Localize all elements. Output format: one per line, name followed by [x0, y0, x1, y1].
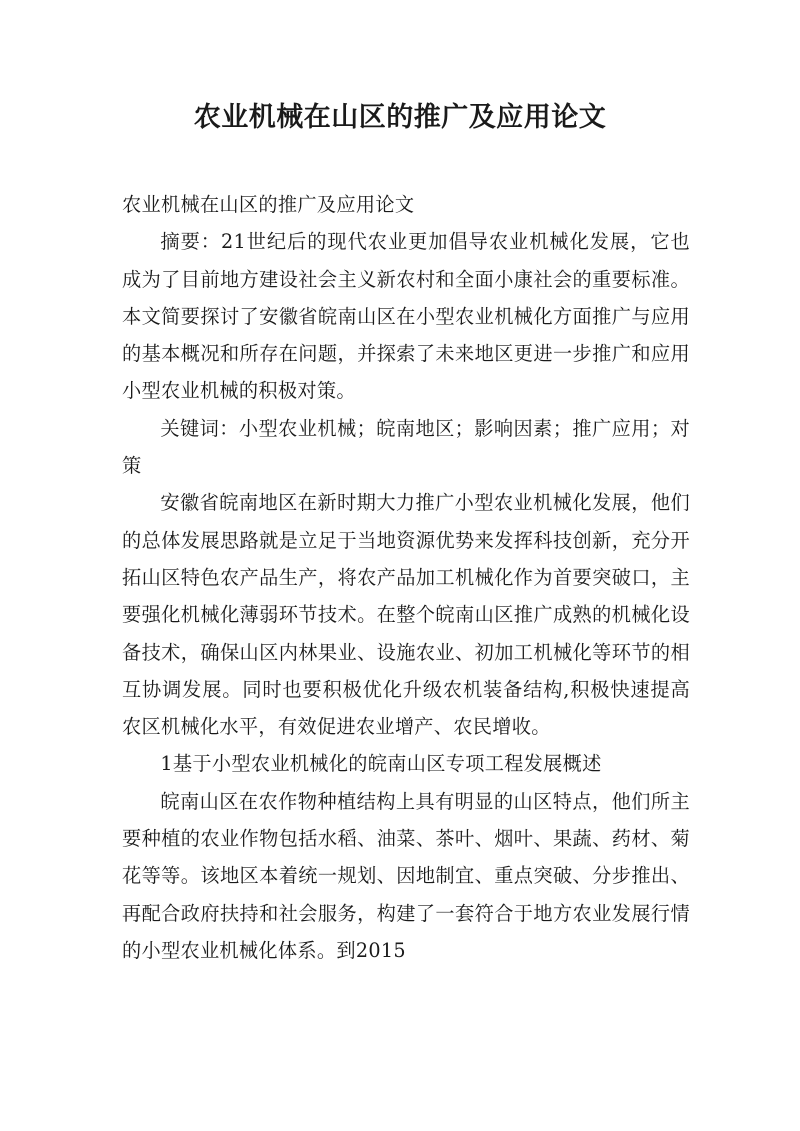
intro-paragraph: 安徽省皖南地区在新时期大力推广小型农业机械化发展，他们的总体发展思路就是立足于当地资源优势来发挥科技创新，充分开拓山区特色农产品生产，将农产品加工机械化作为首要突破口，主要强化机械化薄弱环节技术。在整个皖南山区推广成熟的机械化设备技术，确保山区内林果业、设施农业、初加工机械化等环节的相互协调发展。同时也要积极优化升级农机装备结构,积极快速提高农区机械化水平，有效促进农业增产、农民增收。 — [122, 491, 690, 739]
document-title: 农业机械在山区的推广及应用论文 — [193, 102, 607, 133]
abstract-paragraph: 摘要：21世纪后的现代农业更加倡导农业机械化发展，它也成为了目前地方建设社会主义新农村和全面小康社会的重要标准。本文简要探讨了安徽省皖南山区在小型农业机械化方面推广与应用的基本概况和所存在问题，并探索了未来地区更进一步推广和应用小型农业机械的积极对策。 — [122, 230, 690, 403]
subtitle-paragraph: 农业机械在山区的推广及应用论文 — [122, 193, 415, 216]
keywords-paragraph: 关键词：小型农业机械；皖南地区；影响因素；推广应用；对策 — [122, 416, 690, 478]
section-paragraph: 皖南山区在农作物种植结构上具有明显的山区特点，他们所主要种植的农业作物包括水稻、油菜、茶叶、烟叶、果蔬、药材、菊花等等。该地区本着统一规划、因地制宜、重点突破、分步推出、再配合政府扶持和社会服务，构建了一套符合于地方农业发展行情的小型农业机械化体系。到2015 — [122, 789, 690, 962]
document-body — [122, 186, 690, 969]
section-heading: 1基于小型农业机械化的皖南山区专项工程发展概述 — [160, 752, 602, 776]
